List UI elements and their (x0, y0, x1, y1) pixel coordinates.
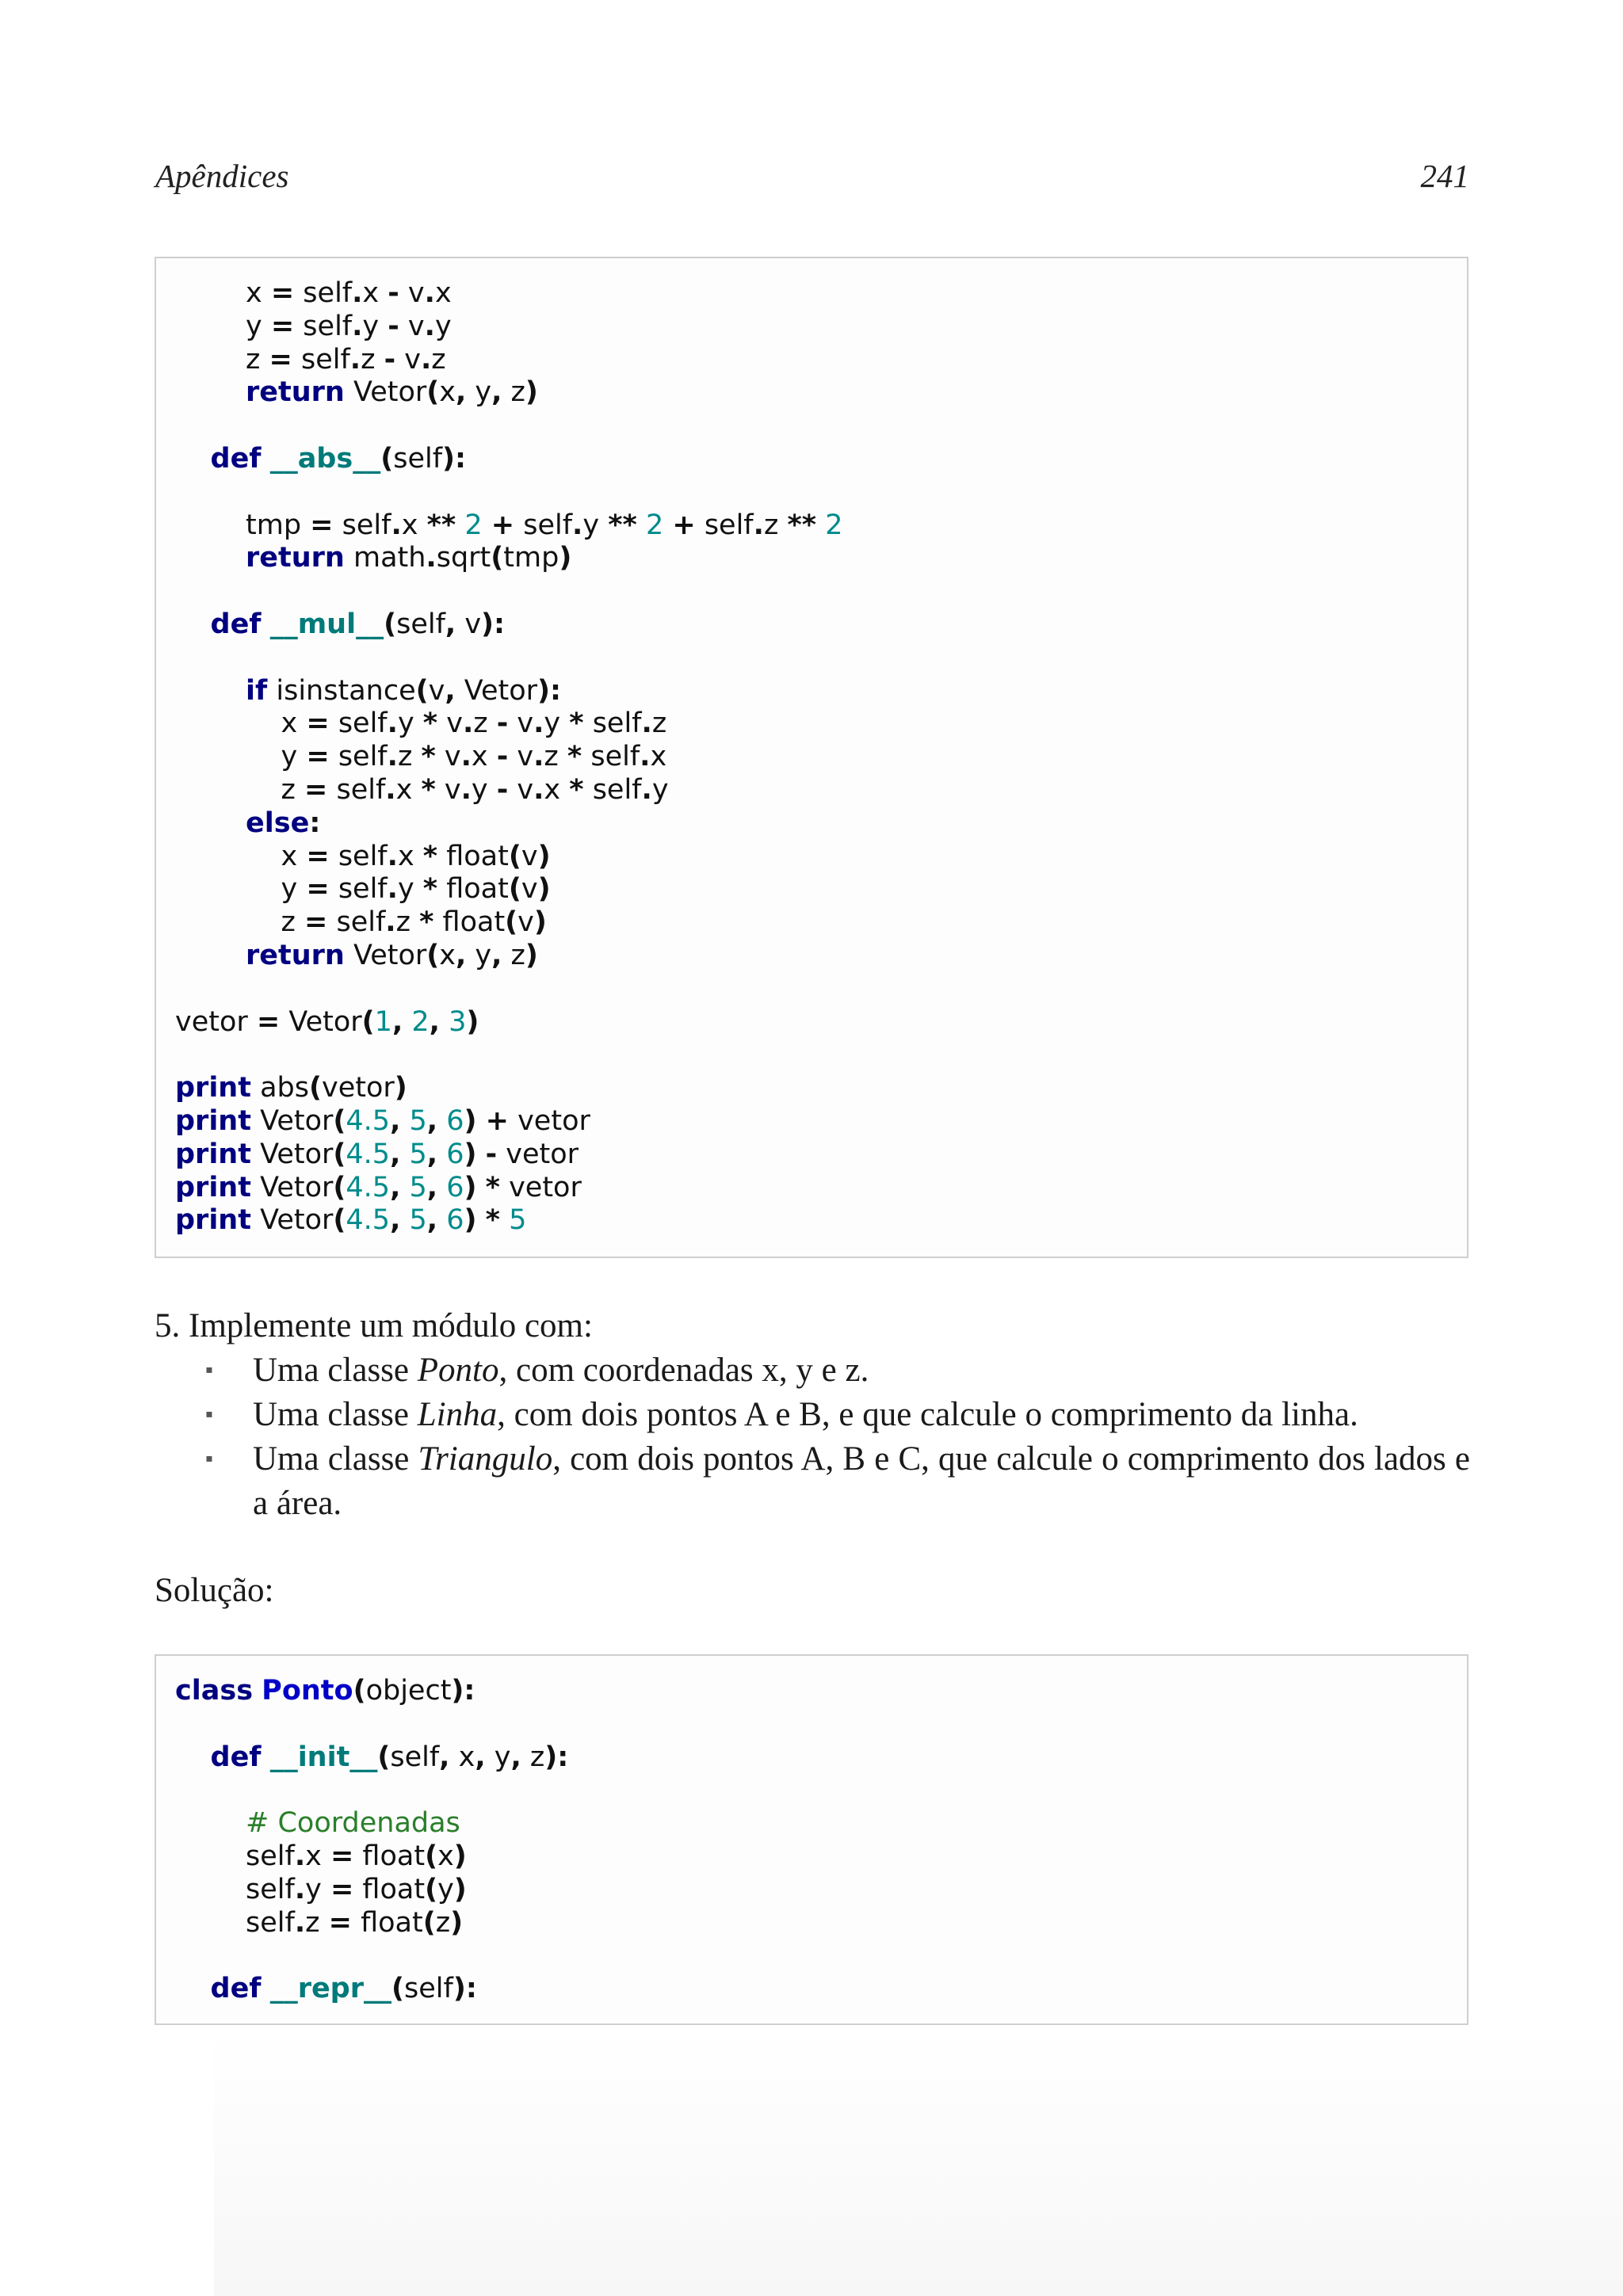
code-line (175, 1939, 568, 1973)
page-shadow (214, 2028, 1623, 2296)
code-block-2-text (175, 1675, 568, 2006)
code-line: z = self.x * v.y - v.x * self.y (175, 773, 669, 806)
code-line: tmp = self.x ** 2 + self.y ** 2 + self.z ** 2 (175, 509, 843, 541)
code-line: print Vetor(4.5, 5, 6) + vetor (175, 1104, 590, 1137)
code-line: self.y = float(y) (175, 1873, 467, 1905)
bullet-marker-icon: ▪ (205, 1402, 213, 1427)
code-line: x = self.y * v.z - v.y * self.z (175, 707, 667, 740)
code-block-1 (155, 257, 1468, 1258)
bullet-marker-icon: ▪ (205, 1358, 213, 1383)
code-line: print Vetor(4.5, 5, 6) * vetor (175, 1171, 582, 1203)
code-line: print Vetor(4.5, 5, 6) * 5 (175, 1204, 527, 1237)
code-line (175, 973, 842, 1006)
exercise-bullet-list (155, 1348, 1470, 1526)
code-line: z = self.z - v.z (175, 343, 446, 376)
bullet-marker-icon: ▪ (205, 1447, 213, 1471)
code-block-1-text (175, 277, 842, 1238)
code-line: vetor = Vetor(1, 2, 3) (175, 1005, 479, 1038)
code-line: else: (246, 807, 321, 839)
code-line (175, 476, 842, 509)
code-line: print abs(vetor) (175, 1072, 407, 1104)
solution-label: Solução: (155, 1572, 274, 1609)
code-line: if isinstance(v, Vetor): (246, 674, 562, 707)
code-line: def __mul__(self, v): (210, 608, 506, 640)
code-line: x = self.x * float(v) (175, 840, 551, 872)
code-line (175, 575, 842, 608)
code-line: self.x = float(x) (175, 1840, 467, 1872)
code-line: return math.sqrt(tmp) (246, 542, 572, 574)
class-name-term: Triangulo (418, 1440, 553, 1478)
code-line: def __abs__(self): (210, 442, 467, 475)
list-item: ▪ Uma classe Triangulo, com dois pontos A, B e C, que calcule o comprimento dos lados e a área. (155, 1437, 1470, 1526)
list-item: ▪ Uma classe Ponto, com coordenadas x, y e z. (155, 1348, 1470, 1393)
code-line: print Vetor(4.5, 5, 6) - vetor (175, 1138, 579, 1170)
code-line: return Vetor(x, y, z) (246, 376, 538, 409)
class-name-term: Linha (417, 1396, 498, 1433)
list-item: ▪ Uma classe Linha, com dois pontos A e B, e que calcule o comprimento da linha. (155, 1393, 1470, 1437)
code-line (175, 642, 842, 675)
code-line: z = self.z * float(v) (175, 906, 547, 939)
code-line: # Coordenadas (246, 1807, 460, 1840)
code-line: def __repr__(self): (210, 1973, 477, 2005)
class-name-term: Ponto (417, 1352, 499, 1389)
code-line (175, 1708, 568, 1741)
code-line: y = self.z * v.x - v.z * self.x (175, 741, 667, 773)
code-line: y = self.y * float(v) (175, 873, 551, 906)
exercise-statement: 5. Implemente um módulo com: (155, 1307, 593, 1344)
running-header-section: Apêndices (155, 158, 289, 194)
code-line: return Vetor(x, y, z) (246, 939, 538, 971)
code-line (175, 1039, 842, 1072)
code-line: def __init__(self, x, y, z): (210, 1741, 569, 1773)
page-number: 241 (1420, 158, 1469, 194)
code-line: x = self.x - v.x (175, 277, 452, 309)
code-line (175, 1774, 568, 1807)
code-block-2 (155, 1654, 1468, 2025)
code-line: y = self.y - v.y (175, 310, 452, 342)
code-line: self.z = float(z) (175, 1906, 464, 1939)
code-line (175, 410, 842, 443)
code-line: class Ponto(object): (175, 1675, 475, 1707)
